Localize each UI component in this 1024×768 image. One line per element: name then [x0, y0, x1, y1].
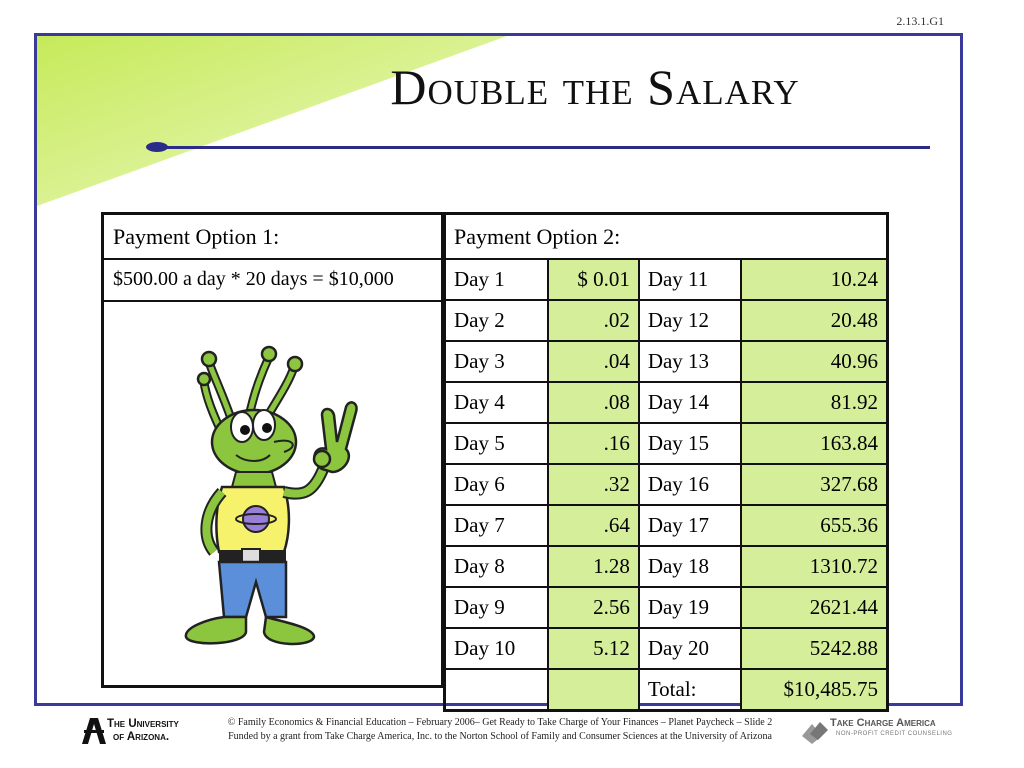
table-row	[445, 423, 888, 464]
day-label: Day 2	[445, 300, 548, 341]
total-row	[445, 669, 888, 711]
day-value: 655.36	[741, 505, 887, 546]
slide-title: Double the Salary	[390, 59, 800, 115]
total-value: $10,485.75	[741, 669, 887, 711]
day-value: 1310.72	[741, 546, 887, 587]
day-label: Day 20	[639, 628, 742, 669]
day-value: 81.92	[741, 382, 887, 423]
day-value: .32	[548, 464, 639, 505]
university-of-arizona-wordmark	[107, 718, 179, 744]
table-row	[445, 587, 888, 628]
footer-line2: Funded by a grant from Take Charge America, Inc. to the Norton School of Family and Consumer Sciences at the University of Arizona	[228, 731, 772, 742]
footer-line1: © Family Economics & Financial Education – February 2006– Get Ready to Take Charge of Your Finances – Planet Paycheck – Slide 2	[227, 717, 773, 728]
payment-option-2-table	[443, 212, 889, 712]
table-row	[445, 464, 888, 505]
option1-header: Payment Option 1:	[104, 215, 441, 260]
day-value: .08	[548, 382, 639, 423]
day-value: 20.48	[741, 300, 887, 341]
day-value: 5242.88	[741, 628, 887, 669]
day-value: .04	[548, 341, 639, 382]
table-row	[445, 505, 888, 546]
table-row	[445, 628, 888, 669]
day-value: 10.24	[741, 259, 887, 300]
tca-subtitle: NON-PROFIT CREDIT COUNSELING	[836, 731, 953, 737]
footer-credits	[205, 716, 795, 744]
day-value: $ 0.01	[548, 259, 639, 300]
day-label: Day 11	[639, 259, 742, 300]
total-spacer	[445, 669, 548, 711]
day-value: 40.96	[741, 341, 887, 382]
table-row	[445, 300, 888, 341]
day-label: Day 4	[445, 382, 548, 423]
day-value: 2621.44	[741, 587, 887, 628]
day-label: Day 6	[445, 464, 548, 505]
day-label: Day 10	[445, 628, 548, 669]
table-row	[445, 382, 888, 423]
day-value: 163.84	[741, 423, 887, 464]
day-label: Day 8	[445, 546, 548, 587]
total-spacer-green	[548, 669, 639, 711]
ua-line2: of Arizona.	[113, 731, 170, 743]
day-value: .02	[548, 300, 639, 341]
alien-mascot-image	[174, 337, 374, 667]
day-label: Day 18	[639, 546, 742, 587]
tca-name: Take Charge America	[830, 717, 936, 729]
total-label: Total:	[639, 669, 742, 711]
day-label: Day 15	[639, 423, 742, 464]
option1-calculation: $500.00 a day * 20 days = $10,000	[104, 260, 441, 302]
day-label: Day 12	[639, 300, 742, 341]
day-label: Day 19	[639, 587, 742, 628]
day-label: Day 17	[639, 505, 742, 546]
day-value: 2.56	[548, 587, 639, 628]
option2-header: Payment Option 2:	[445, 214, 888, 260]
slide-code: 2.13.1.G1	[896, 14, 944, 28]
day-label: Day 5	[445, 423, 548, 464]
table-row	[445, 259, 888, 300]
table-row	[445, 341, 888, 382]
table-row	[445, 546, 888, 587]
day-label: Day 13	[639, 341, 742, 382]
day-value: .16	[548, 423, 639, 464]
ua-line1: The University	[107, 718, 179, 730]
day-label: Day 1	[445, 259, 548, 300]
day-label: Day 16	[639, 464, 742, 505]
day-label: Day 9	[445, 587, 548, 628]
day-label: Day 14	[639, 382, 742, 423]
title-underline-dot	[146, 142, 168, 152]
day-value: 5.12	[548, 628, 639, 669]
day-value: .64	[548, 505, 639, 546]
payment-option-1	[101, 212, 444, 688]
day-label: Day 7	[445, 505, 548, 546]
day-value: 1.28	[548, 546, 639, 587]
day-label: Day 3	[445, 341, 548, 382]
day-value: 327.68	[741, 464, 887, 505]
title-underline	[150, 146, 930, 149]
